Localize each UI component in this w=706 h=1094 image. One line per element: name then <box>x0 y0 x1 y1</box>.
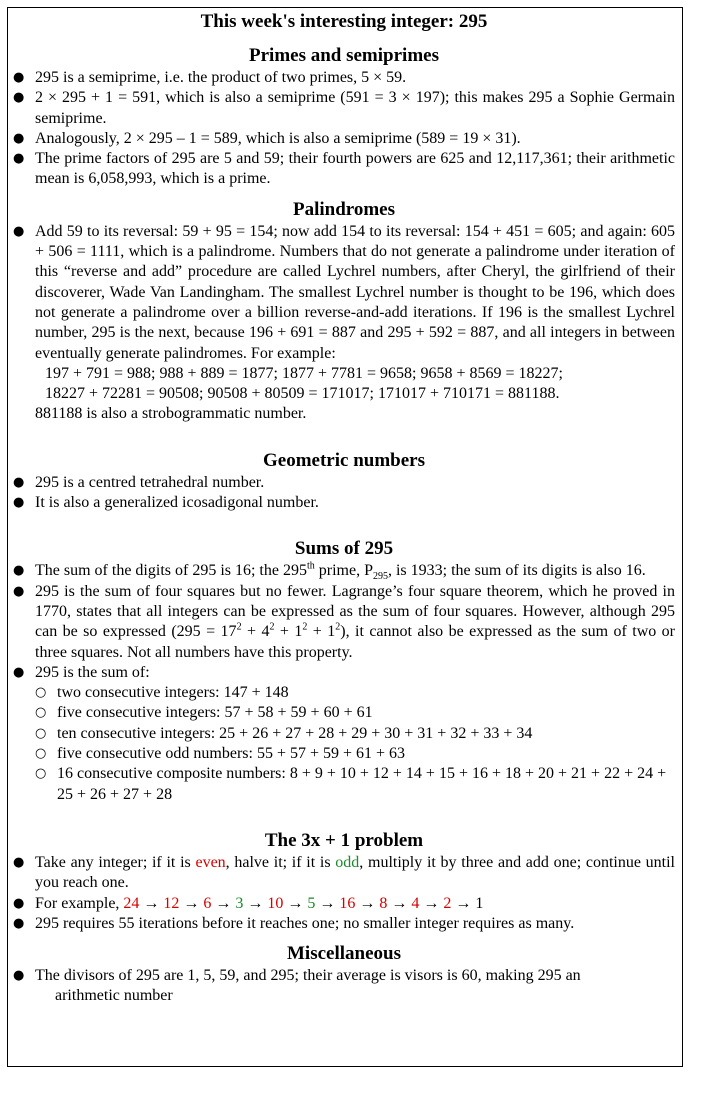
example-line-2: 18227 + 72281 = 90508; 90508 + 80509 = 171017; 171017 + 710171 = 881188. <box>45 385 560 403</box>
list-item: ● 295 is a semiprime, i.e. the product of two primes, 5 × 59. <box>13 68 675 88</box>
palindromes-text: Add 59 to its reversal: 59 + 95 = 154; now add 154 to its reversal: 154 + 451 = 605; and again: 605 + 506 = 1111, which is a palindrome. Numbers that do not generate a palindrome under iteration of this “reverse and add” procedure are called Lychrel numbers, after Cheryl, the girlfriend of their discoverer, Wade Van Landingham. The smallest Lychrel number is thought to be 196, which does not generate a palindrome over a billion reverse-and-add iterations. If 196 is the smallest Lychrel number, 295 is the next, because 196 + 691 = 887 and 295 + 592 = 887, and all integers in between eventually generate palindromes. For example: <box>35 222 675 362</box>
list-item: ● The sum of the digits of 295 is 16; the 295th prime, $P_{295}$, is 1933; the sum of its digits is also 16. <box>13 561 675 581</box>
list-item: ● The prime factors of 295 are 5 and 59; their fourth powers are 625 and 12,117,361; their arithmetic mean is 6,058,993, which is a prime. <box>13 149 675 190</box>
sub-list-item: ○ 16 consecutive composite numbers: 8 + 9 + 10 + 12 + 14 + 15 + 16 + 18 + 20 + 21 + 22 + 24 + 25 + 26 + 27 + 28 <box>35 764 675 805</box>
list-item: ● For example, 24 → 12 → 6 → 3 → 10 → 5 → 16 → 8 → 4 → 2 → 1 <box>13 894 675 914</box>
sub-list-item: ○ ten consecutive integers: 25 + 26 + 27 + 28 + 29 + 30 + 31 + 32 + 33 + 34 <box>35 724 675 744</box>
sequence-number: 5 <box>307 894 316 912</box>
list-item: ● It is also a generalized icosadigonal number. <box>13 493 675 513</box>
sequence-number: 24 <box>123 894 140 912</box>
sublist-sums <box>35 683 675 805</box>
list-item <box>13 222 675 425</box>
arrow: → <box>419 894 444 912</box>
odd-word: odd <box>335 853 360 871</box>
list-palindromes <box>13 222 675 425</box>
arrow: → <box>243 894 268 912</box>
section-collatz <box>13 829 675 934</box>
sub-list-item: ○ five consecutive integers: 57 + 58 + 59 + 60 + 61 <box>35 703 675 723</box>
list-item: ● 295 requires 55 iterations before it reaches one; no smaller integer requires as many. <box>13 914 675 934</box>
arrow: → <box>179 894 204 912</box>
section-primes <box>13 44 675 190</box>
sequence-number: 6 <box>203 894 212 912</box>
sequence-number: 1 <box>475 894 484 912</box>
list-primes <box>13 68 675 190</box>
heading-geometric: Geometric numbers <box>263 449 425 471</box>
list-collatz <box>13 853 675 934</box>
list-sums <box>13 561 675 805</box>
heading-collatz: The 3x + 1 problem <box>264 829 424 851</box>
list-geometric <box>13 473 675 514</box>
document-frame <box>7 7 683 1067</box>
section-palindromes <box>13 198 675 425</box>
sequence-number: 12 <box>163 894 180 912</box>
list-item: ● 295 is the sum of four squares but no fewer. Lagrange’s four square theorem, which he proved in 1770, states that all integers can be expressed as the sum of four squares. However, although 295 can be so expressed $(295 = 17^2 + 4^2 + 1^2 + 1^2)$, it cannot also be expressed as the sum of two or three squares. Not all numbers have this property. <box>13 582 675 663</box>
sequence-number: 2 <box>443 894 452 912</box>
arrow: → <box>283 894 308 912</box>
heading-misc: Miscellaneous <box>287 943 401 965</box>
section-sums <box>13 537 675 805</box>
arrow: → <box>387 894 412 912</box>
strobogrammatic-note: 881188 is also a strobogrammatic number. <box>35 405 307 423</box>
section-geometric <box>13 449 675 514</box>
sub-list-item: ○ two consecutive integers: 147 + 148 <box>35 683 675 703</box>
heading-sums: Sums of 295 <box>294 538 394 560</box>
sequence-number: 10 <box>267 894 284 912</box>
list-item: ● 2 × 295 + 1 = 591, which is also a semiprime (591 = 3 × 197); this makes 295 a Sophie Germain semiprime. <box>13 88 675 129</box>
sub-list-item: ○ five consecutive odd numbers: 55 + 57 + 59 + 61 + 63 <box>35 744 675 764</box>
arrow: → <box>139 894 164 912</box>
sequence-number: 16 <box>339 894 356 912</box>
list-item: ● Take any integer; if it is even, halve it; if it is odd, multiply it by three and add one; continue until you reach one. <box>13 853 675 894</box>
list-item: ● Analogously, 2 × 295 – 1 = 589, which is also a semiprime (589 = 19 × 31). <box>13 129 675 149</box>
sequence-number: 4 <box>411 894 420 912</box>
sequence-number: 8 <box>379 894 388 912</box>
heading-primes: Primes and semiprimes <box>249 45 439 66</box>
arrow: → <box>315 894 340 912</box>
section-misc <box>13 942 675 1007</box>
collatz-sequence <box>123 895 483 912</box>
arrow: → <box>451 894 476 912</box>
heading-palindromes: Palindromes <box>292 198 396 220</box>
arrow: → <box>211 894 236 912</box>
list-item: ● The divisors of 295 are 1, 5, 59, and 295; their average is visors is 60, making 295 an arithmetic number <box>13 966 675 1007</box>
sequence-number: 3 <box>235 894 244 912</box>
page-title: This week's interesting integer: 295 <box>200 11 488 32</box>
arrow: → <box>355 894 380 912</box>
even-word: even <box>195 853 226 871</box>
list-item: ● 295 is a centred tetrahedral number. <box>13 473 675 493</box>
list-misc <box>13 966 675 1007</box>
list-item: ● 295 is the sum of: ○ two consecutive integers: 147 + 148 ○ five consecutive integers: 57 + 58 + 59 + 60 + 61 ○ ten consecutive integers: 25 + 26 + 27 + 28 + 29 + 30 + 31 + 32 + 33 + 34 ○ five consecutive odd numbers: 55 + 57 + 59 + 61 + 63 ○ 16 consecutive composite numbers: 8 + 9 + 10 + 12 + 14 + 15 + 16 + 18 + 20 + 21 + 22 + 24 + 25 + 26 + 27 + 28 <box>13 663 675 805</box>
example-line-1: 197 + 791 = 988; 988 + 889 = 1877; 1877 + 7781 = 9658; 9658 + 8569 = 18227; <box>45 364 563 382</box>
